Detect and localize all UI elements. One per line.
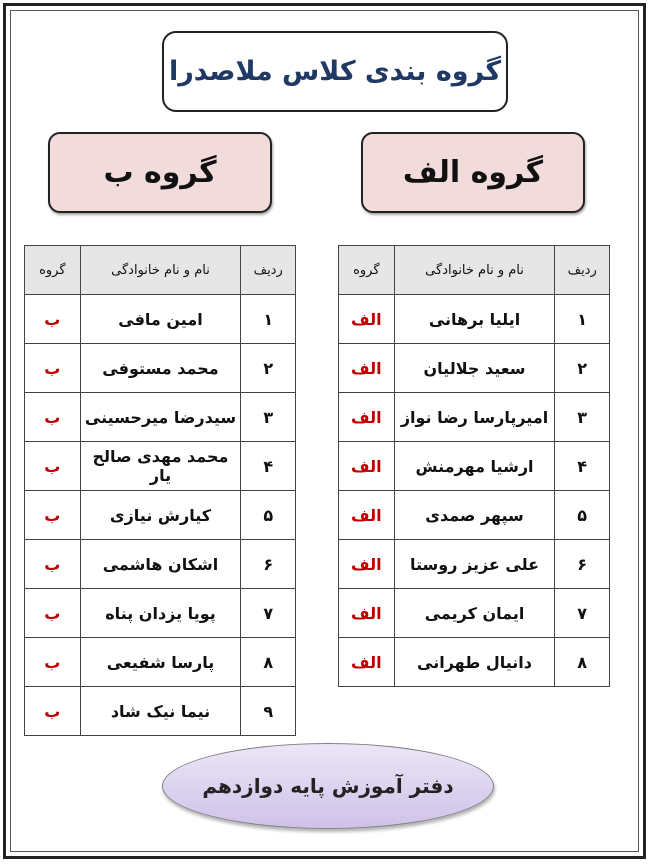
row-index: ۹ <box>241 687 296 736</box>
row-group: ب <box>25 589 81 638</box>
row-group: ب <box>25 344 81 393</box>
table-row <box>25 344 296 393</box>
row-name: محمد مهدی صالح یار <box>80 442 241 491</box>
row-index: ۱ <box>241 295 296 344</box>
header-index: ردیف <box>241 246 296 295</box>
row-index: ۸ <box>241 638 296 687</box>
page-title: گروه بندی کلاس ملاصدرا <box>162 31 508 112</box>
table-row <box>25 393 296 442</box>
header-name: نام و نام خانوادگی <box>394 246 555 295</box>
row-group: ب <box>25 442 81 491</box>
row-group: الف <box>339 344 395 393</box>
row-name: محمد مستوفی <box>80 344 241 393</box>
header-group: گروه <box>339 246 395 295</box>
row-index: ۲ <box>241 344 296 393</box>
table-row <box>339 393 610 442</box>
table-header-row <box>25 246 296 295</box>
row-index: ۶ <box>555 540 610 589</box>
table-row <box>339 295 610 344</box>
header-name: نام و نام خانوادگی <box>80 246 241 295</box>
table-row <box>339 540 610 589</box>
row-group: الف <box>339 638 395 687</box>
row-index: ۷ <box>555 589 610 638</box>
row-group: الف <box>339 491 395 540</box>
group-alef-table <box>338 245 610 687</box>
row-name: ایلیا برهانی <box>394 295 555 344</box>
row-group: ب <box>25 393 81 442</box>
row-name: امین مافی <box>80 295 241 344</box>
row-group: ب <box>25 687 81 736</box>
row-index: ۸ <box>555 638 610 687</box>
row-name: پویا یزدان پناه <box>80 589 241 638</box>
table-header-row <box>339 246 610 295</box>
row-index: ۴ <box>241 442 296 491</box>
row-group: ب <box>25 638 81 687</box>
table-row <box>339 442 610 491</box>
header-group: گروه <box>25 246 81 295</box>
row-index: ۵ <box>555 491 610 540</box>
row-group: ب <box>25 540 81 589</box>
table-row <box>25 540 296 589</box>
group-be-table <box>24 245 296 736</box>
header-index: ردیف <box>555 246 610 295</box>
row-name: امیرپارسا رضا نواز <box>394 393 555 442</box>
row-name: سعید جلالیان <box>394 344 555 393</box>
row-index: ۲ <box>555 344 610 393</box>
row-name: سپهر صمدی <box>394 491 555 540</box>
row-index: ۳ <box>555 393 610 442</box>
row-name: سیدرضا میرحسینی <box>80 393 241 442</box>
row-name: پارسا شفیعی <box>80 638 241 687</box>
row-group: ب <box>25 295 81 344</box>
row-name: علی عزیز روستا <box>394 540 555 589</box>
row-index: ۱ <box>555 295 610 344</box>
footer-office-label: دفتر آموزش پایه دوازدهم <box>162 743 494 829</box>
row-index: ۳ <box>241 393 296 442</box>
row-index: ۷ <box>241 589 296 638</box>
row-group: الف <box>339 540 395 589</box>
row-group: الف <box>339 393 395 442</box>
row-name: دانیال طهرانی <box>394 638 555 687</box>
row-group: الف <box>339 589 395 638</box>
row-index: ۶ <box>241 540 296 589</box>
table-row <box>25 442 296 491</box>
row-index: ۵ <box>241 491 296 540</box>
row-group: ب <box>25 491 81 540</box>
table-row <box>25 687 296 736</box>
table-row <box>25 491 296 540</box>
row-group: الف <box>339 442 395 491</box>
row-name: کیارش نیازی <box>80 491 241 540</box>
group-alef-heading: گروه الف <box>361 132 585 213</box>
table-row <box>339 589 610 638</box>
row-index: ۴ <box>555 442 610 491</box>
table-row <box>25 295 296 344</box>
row-name: ارشیا مهرمنش <box>394 442 555 491</box>
group-be-heading: گروه ب <box>48 132 272 213</box>
table-row <box>339 638 610 687</box>
table-row <box>25 589 296 638</box>
table-row <box>339 491 610 540</box>
table-row <box>339 344 610 393</box>
row-name: نیما نیک شاد <box>80 687 241 736</box>
table-row <box>25 638 296 687</box>
row-name: اشکان هاشمی <box>80 540 241 589</box>
row-name: ایمان کریمی <box>394 589 555 638</box>
row-group: الف <box>339 295 395 344</box>
